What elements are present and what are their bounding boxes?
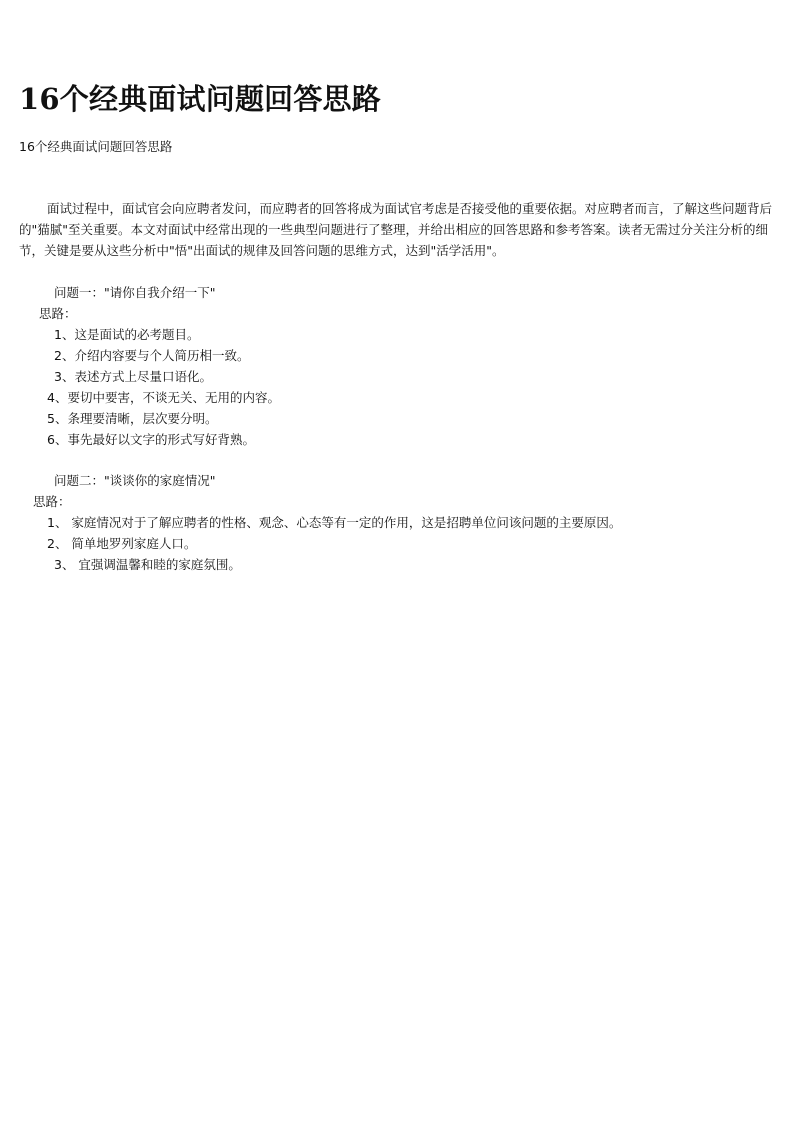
question-1-point-4: 4、要切中要害，不谈无关、无用的内容。	[47, 390, 280, 405]
page-subtitle: 16个经典面试问题回答思路	[19, 139, 173, 154]
question-1-point-6: 6、事先最好以文字的形式写好背熟。	[47, 432, 255, 447]
question-1-point-1: 1、这是面试的必考题目。	[54, 327, 200, 342]
question-1-point-3: 3、表述方式上尽量口语化。	[54, 369, 212, 384]
question-1-point-5: 5、条理要清晰，层次要分明。	[47, 411, 218, 426]
question-1-approach-label: 思路：	[39, 306, 77, 321]
question-2-heading: 问题二："谈谈你的家庭情况"	[54, 473, 216, 488]
question-2-point-2: 2、 简单地罗列家庭人口。	[47, 536, 197, 551]
question-2-approach-label: 思路：	[33, 494, 71, 509]
question-2-point-3: 3、 宜强调温馨和睦的家庭氛围。	[54, 557, 241, 572]
page-title: 16个经典面试问题回答思路	[19, 82, 381, 116]
intro-paragraph: 面试过程中，面试官会向应聘者发问，而应聘者的回答将成为面试官考虑是否接受他的重要依据。对应聘者而言，了解这些问题背后的"猫腻"至关重要。本文对面试中经常出现的一些典型问题进行了整理，并给出相应的回答思路和参考答案。读者无需过分关注分析的细节，关键是要从这些分析中"悟"出面试的规律及回答问题的思维方式，达到"活学活用"。	[19, 201, 773, 258]
question-1-point-2: 2、介绍内容要与个人简历相一致。	[54, 348, 250, 363]
question-2-point-1: 1、 家庭情况对于了解应聘者的性格、观念、心态等有一定的作用，这是招聘单位问该问题的主要原因。	[47, 515, 622, 530]
question-1-heading: 问题一："请你自我介绍一下"	[54, 285, 216, 300]
